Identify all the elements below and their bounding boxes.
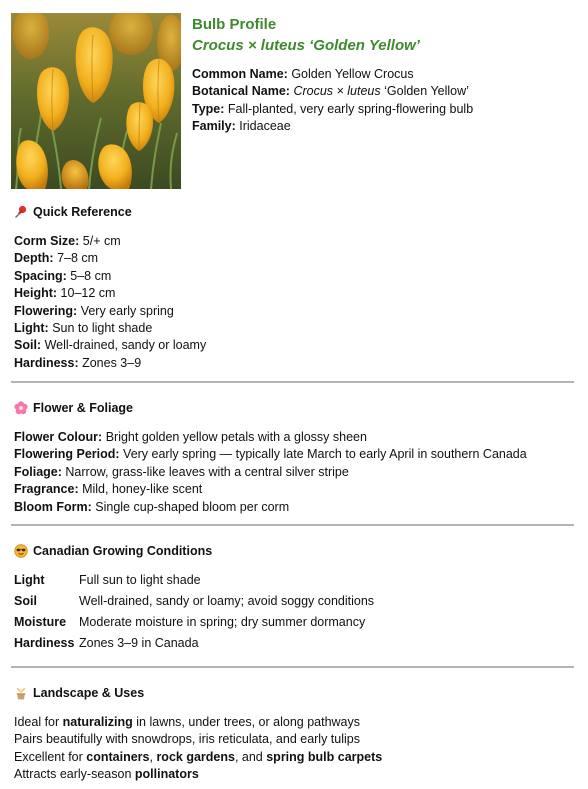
item-label: Corm Size: bbox=[14, 234, 80, 248]
list-item bbox=[14, 337, 574, 354]
list-item bbox=[14, 250, 574, 267]
common-name-line bbox=[192, 66, 582, 83]
item-label: Soil: bbox=[14, 338, 42, 353]
item-value: Very early spring — typically late March to early April in southern Canada bbox=[123, 447, 527, 462]
section-divider bbox=[11, 524, 574, 526]
item-label: Bloom Form: bbox=[14, 499, 92, 514]
list-item bbox=[14, 766, 574, 783]
page-title: Bulb Profile bbox=[192, 16, 277, 33]
quick-reference-heading bbox=[14, 203, 574, 221]
type-value: Fall-planted, very early spring-flowering bulb bbox=[227, 101, 474, 116]
row-value: Moderate moisture in spring; dry summer dormancy bbox=[79, 615, 366, 629]
item-label: Spacing: bbox=[14, 268, 67, 283]
item-value: Very early spring bbox=[80, 303, 174, 318]
list-item bbox=[14, 285, 574, 302]
family-value: Iridaceae bbox=[239, 119, 291, 134]
sun-face-icon bbox=[14, 544, 28, 558]
crocus-illustration bbox=[11, 13, 181, 189]
item-value: Sun to light shade bbox=[52, 321, 153, 336]
blossom-icon bbox=[14, 401, 28, 415]
list-item bbox=[14, 481, 574, 498]
item-value: Bright golden yellow petals with a glossy sheen bbox=[105, 430, 367, 444]
common-name-value: Golden Yellow Crocus bbox=[291, 67, 414, 81]
table-row bbox=[14, 633, 574, 654]
item-value: Zones 3–9 bbox=[82, 355, 142, 370]
list-item bbox=[14, 320, 574, 337]
row-key: Soil bbox=[14, 594, 37, 608]
landscape-heading bbox=[14, 684, 574, 702]
type-label: Type: bbox=[192, 101, 225, 116]
emphasis: naturalizing bbox=[62, 715, 133, 729]
text-run: Excellent for bbox=[14, 749, 87, 764]
item-label: Flowering: bbox=[14, 303, 78, 318]
list-item bbox=[14, 446, 574, 463]
landscape-section bbox=[14, 684, 574, 784]
row-key: Hardiness bbox=[14, 636, 75, 650]
flower-foliage-title: Flower & Foliage bbox=[33, 401, 134, 415]
profile-header bbox=[192, 16, 582, 136]
growing-conditions-table bbox=[14, 570, 574, 654]
header-facts bbox=[192, 66, 582, 136]
family-label: Family: bbox=[192, 119, 236, 134]
item-label: Light: bbox=[14, 321, 49, 336]
emphasis: pollinators bbox=[134, 767, 199, 782]
item-label: Fragrance: bbox=[14, 482, 79, 497]
crocus-photo bbox=[11, 13, 181, 189]
list-item bbox=[14, 464, 574, 481]
botanical-name-cultivar: ‘Golden Yellow’ bbox=[384, 84, 469, 99]
text-run: in lawns, under trees, or along pathways bbox=[132, 715, 361, 729]
list-item: Pairs beautifully with snowdrops, iris reticulata, and early tulips bbox=[14, 732, 360, 747]
item-value: Narrow, grass-like leaves with a central silver stripe bbox=[65, 464, 349, 479]
flower-foliage-heading bbox=[14, 399, 574, 417]
type-line bbox=[192, 101, 582, 118]
list-item bbox=[14, 355, 574, 372]
item-value: 7–8 cm bbox=[57, 251, 99, 266]
flower-foliage-section bbox=[14, 399, 574, 516]
row-key: Light bbox=[14, 573, 45, 587]
emphasis: rock gardens bbox=[156, 749, 235, 764]
botanical-name-line bbox=[192, 83, 582, 100]
text-run: , and bbox=[234, 749, 267, 764]
item-label: Flowering Period: bbox=[14, 447, 120, 462]
quick-reference-section bbox=[14, 203, 574, 372]
table-row bbox=[14, 612, 574, 633]
quick-reference-title: Quick Reference bbox=[33, 205, 132, 219]
row-key: Moisture bbox=[14, 615, 67, 629]
section-divider bbox=[11, 381, 574, 383]
item-label: Hardiness: bbox=[14, 355, 79, 370]
growing-conditions-title: Canadian Growing Conditions bbox=[33, 544, 213, 558]
quick-reference-list bbox=[14, 233, 574, 372]
common-name-label: Common Name: bbox=[192, 67, 288, 81]
text-run: , bbox=[149, 749, 157, 764]
text-run: Ideal for bbox=[14, 715, 63, 729]
section-divider bbox=[11, 666, 574, 668]
emphasis: spring bulb carpets bbox=[266, 749, 383, 764]
page-subtitle: Crocus × luteus ‘Golden Yellow’ bbox=[192, 37, 420, 54]
row-value: Well-drained, sandy or loamy; avoid soggy conditions bbox=[79, 594, 375, 608]
item-label: Flower Colour: bbox=[14, 430, 103, 444]
list-item bbox=[14, 429, 574, 446]
item-value: 5/+ cm bbox=[82, 234, 121, 248]
flower-foliage-list bbox=[14, 429, 574, 516]
row-value: Full sun to light shade bbox=[79, 573, 201, 587]
row-value: Zones 3–9 in Canada bbox=[79, 636, 199, 650]
botanical-name-label: Botanical Name: bbox=[192, 84, 290, 99]
potted-plant-icon bbox=[14, 686, 28, 700]
botanical-name-italic: Crocus × luteus bbox=[293, 84, 381, 99]
item-label: Foliage: bbox=[14, 464, 62, 479]
family-line bbox=[192, 118, 582, 135]
item-value: Well-drained, sandy or loamy bbox=[44, 338, 207, 353]
list-item bbox=[14, 268, 574, 285]
item-label: Height: bbox=[14, 286, 58, 301]
growing-conditions-section bbox=[14, 542, 574, 654]
item-value: 10–12 cm bbox=[60, 286, 116, 301]
table-row bbox=[14, 570, 574, 591]
text-run: Attracts early-season bbox=[14, 767, 135, 782]
pushpin-icon bbox=[14, 205, 28, 219]
emphasis: containers bbox=[86, 749, 150, 764]
list-item bbox=[14, 303, 574, 320]
table-row bbox=[14, 591, 574, 612]
item-value: 5–8 cm bbox=[70, 268, 112, 283]
item-label: Depth: bbox=[14, 251, 54, 266]
landscape-title: Landscape & Uses bbox=[33, 686, 145, 700]
list-item bbox=[14, 499, 574, 516]
landscape-list bbox=[14, 714, 574, 784]
list-item bbox=[14, 233, 574, 250]
item-value: Mild, honey-like scent bbox=[82, 482, 203, 497]
growing-conditions-heading bbox=[14, 542, 574, 560]
list-item bbox=[14, 749, 574, 766]
item-value: Single cup-shaped bloom per corm bbox=[95, 499, 290, 514]
list-item bbox=[14, 714, 574, 731]
